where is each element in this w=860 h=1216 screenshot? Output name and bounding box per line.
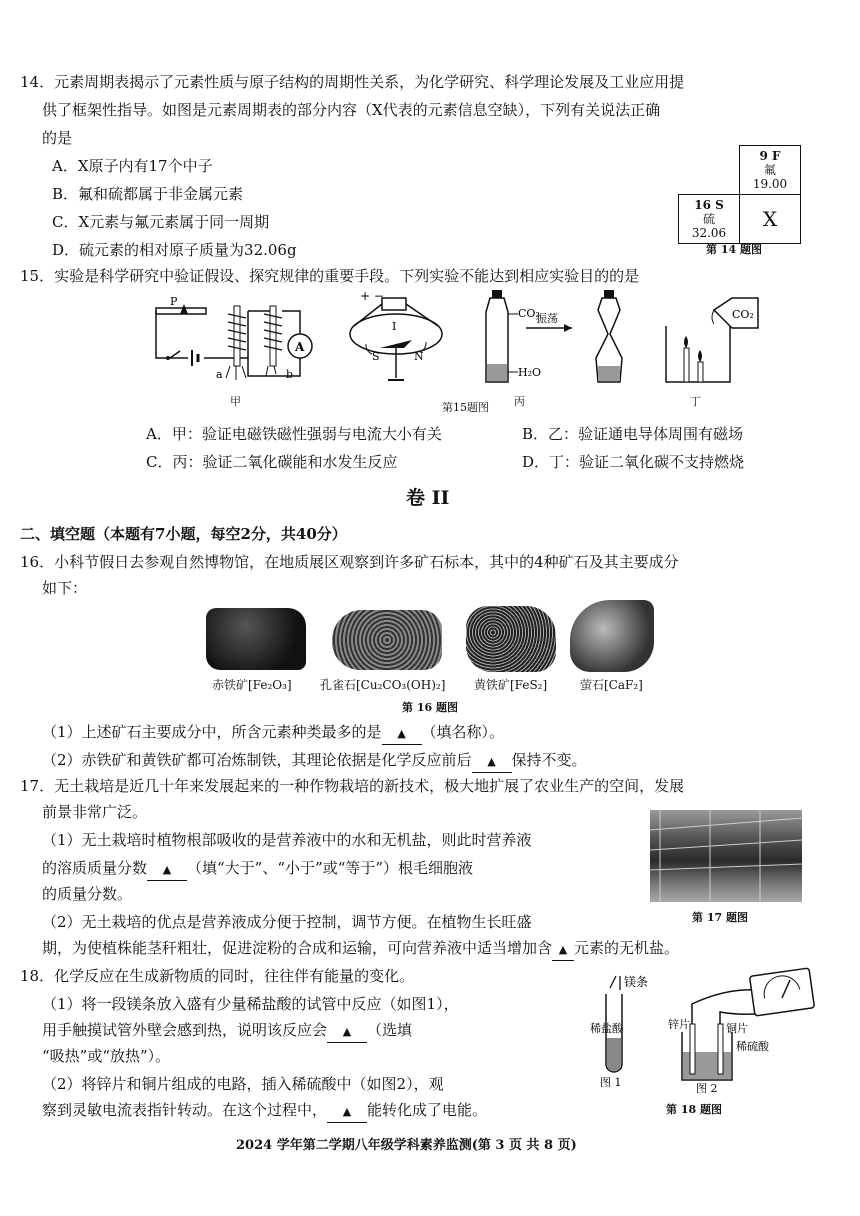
q16-caption: 第 16 题图 [402, 701, 458, 714]
dilute-h2so4-label: 稀硫酸 [736, 1040, 769, 1053]
current-label: I [392, 320, 397, 333]
battery-polarity-label: + − [360, 289, 384, 303]
hematite-label: 赤铁矿[Fe₂O₃] [212, 678, 292, 692]
q16-stem-line1: 16．小科节假日去参观自然博物馆，在地质展区观察到许多矿石标本，其中的4种矿石及其主要成分 [20, 553, 679, 571]
electromagnet-b-label: b [286, 368, 294, 381]
reaction-energy-diagram [586, 968, 816, 1095]
section-heading: 二、填空题（本题有7小题，每空2分，共40分） [20, 525, 347, 543]
q17-sub1-line2: 的溶质质量分数 ▲ （填“大于”、“小于”或“等于”）根毛细胞液 [42, 858, 473, 881]
q14-stem-line2: 供了框架性指导。如图是元素周期表的部分内容（X代表的元素信息空缺），下列有关说法正确 [42, 101, 661, 119]
oersted-experiment-diagram [346, 289, 456, 392]
co2-label: CO₂ [518, 307, 540, 320]
q17-stem-line1: 17．无土栽培是近几十年来发展起来的一种作物栽培的新技术，极大地扩展了农业生产的空间，发展 [20, 777, 685, 795]
q18-sub1-line2: 用手触摸试管外壁会感到热，说明该反应会 ▲ （选填 [42, 1020, 412, 1043]
q16-stem-line2: 如下： [42, 579, 88, 597]
fluorite-label: 萤石[CaF₂] [580, 678, 643, 692]
q18-sub1-line1: （1）将一段镁条放入盛有少量稀盐酸的试管中反应（如图1）， [42, 995, 459, 1013]
q17-sub2-line1: （2）无土栽培的优点是营养液成分便于控制，调节方便。在植物生长旺盛 [42, 913, 532, 931]
q17-sub1-blank[interactable]: ▲ [147, 858, 187, 881]
q14-option-b: B．氟和硫都属于非金属元素 [52, 185, 244, 203]
q16-sub2: （2）赤铁矿和黄铁矿都可冶炼制铁，其理论依据是化学反应前后 ▲ 保持不变。 [42, 750, 587, 773]
q17-sub1-line3: 的质量分数。 [42, 885, 133, 903]
q18-sub1-blank[interactable]: ▲ [327, 1020, 367, 1043]
q15-option-d: D．丁：验证二氧化碳不支持燃烧 [522, 453, 745, 471]
q15-option-c: C．丙：验证二氧化碳能和水发生反应 [146, 453, 398, 471]
fig-jia-label: 甲 [230, 395, 241, 408]
q17-sub1-line1: （1）无土栽培时植物根部吸收的是营养液中的水和无机盐，则此时营养液 [42, 831, 532, 849]
q18-stem: 18．化学反应在生成新物质的同时，往往伴有能量的变化。 [20, 967, 415, 985]
fig-bing-label: 丙 [514, 395, 525, 408]
fluorite-image [570, 600, 654, 672]
fig1-label: 图 1 [600, 1076, 622, 1089]
q14-caption: 第 14 题图 [706, 243, 762, 256]
dilute-hcl-label: 稀盐酸 [590, 1022, 623, 1035]
electromagnet-a-label: a [216, 368, 223, 381]
q16-sub1: （1）上述矿石主要成分中，所含元素种类最多的是 ▲ （填名称）。 [42, 722, 504, 745]
zinc-plate-label: 锌片 [668, 1018, 690, 1031]
periodic-table-fragment [678, 145, 801, 244]
q14-option-d: D．硫元素的相对原子质量为32.06g [52, 241, 297, 259]
malachite-image [332, 610, 442, 670]
q18-sub1-line3: “吸热”或“放热”）。 [42, 1047, 171, 1065]
q17-sub2-blank[interactable]: ▲ [552, 938, 574, 961]
magnesium-ribbon-label: 镁条 [624, 975, 649, 989]
fig2-label: 图 2 [696, 1082, 718, 1095]
fluorine-cell: 9 F 氟 19.00 [740, 146, 801, 195]
q14-option-c: C．X元素与氟元素属于同一周期 [52, 213, 270, 231]
unknown-element-cell: X [740, 195, 801, 244]
co2-bottle-label: CO₂ [732, 308, 754, 321]
q14-option-a: A．X原子内有17个中子 [52, 157, 213, 175]
q16-sub1-blank[interactable]: ▲ [382, 722, 422, 745]
q17-sub2-line2: 期，为使植株能茎秆粗壮，促进淀粉的合成和运输，可向营养液中适当增加含 ▲ 元素的无机盐。 [42, 938, 679, 961]
q18-sub2-blank[interactable]: ▲ [327, 1100, 367, 1123]
water-label: H₂O [518, 366, 542, 379]
q18-sub2-line2: 察到灵敏电流表指针转动。在这个过程中， ▲ 能转化成了电能。 [42, 1100, 487, 1123]
page-footer: 2024 学年第二学期八年级学科素养监测(第 3 页 共 8 页) [236, 1138, 577, 1153]
candle-co2-diagram [658, 292, 768, 392]
malachite-label: 孔雀石[Cu₂CO₃(OH)₂] [320, 678, 446, 692]
ammeter-label: A [295, 340, 305, 354]
south-pole-label: S [372, 350, 380, 363]
hematite-image [206, 608, 306, 670]
rheostat-slider-label: P [170, 295, 178, 308]
q17-caption: 第 17 题图 [692, 911, 748, 924]
shake-label: 振荡 [536, 312, 558, 325]
q16-sub2-blank[interactable]: ▲ [472, 750, 512, 773]
pyrite-image [466, 606, 556, 672]
fig-ding-label: 丁 [690, 395, 701, 408]
co2-bottle-shaking-diagram [478, 288, 638, 388]
sulfur-cell: 16 S 硫 32.06 [679, 195, 740, 244]
q15-stem: 15．实验是科学研究中验证假设、探究规律的重要手段。下列实验不能达到相应实验目的的是 [20, 267, 640, 285]
copper-plate-label: 铜片 [726, 1022, 748, 1035]
north-pole-label: N [414, 350, 424, 363]
part2-title: 卷 II [406, 487, 450, 509]
q14-stem-line3: 的是 [42, 129, 73, 147]
q18-caption: 第 18 题图 [666, 1103, 722, 1116]
electromagnet-circuit-diagram [148, 296, 328, 396]
pyrite-label: 黄铁矿[FeS₂] [474, 678, 548, 692]
q15-option-b: B．乙：验证通电导体周围有磁场 [522, 425, 744, 443]
q15-caption: 第15题图 [442, 401, 489, 414]
q17-stem-line2: 前景非常广泛。 [42, 803, 148, 821]
q15-option-a: A．甲：验证电磁铁磁性强弱与电流大小有关 [146, 425, 442, 443]
greenhouse-photo [650, 810, 802, 902]
q14-stem-line1: 14．元素周期表揭示了元素性质与原子结构的周期性关系，为化学研究、科学理论发展及工业应用提 [20, 73, 685, 91]
q18-sub2-line1: （2）将锌片和铜片组成的电路，插入稀硫酸中（如图2），观 [42, 1075, 444, 1093]
